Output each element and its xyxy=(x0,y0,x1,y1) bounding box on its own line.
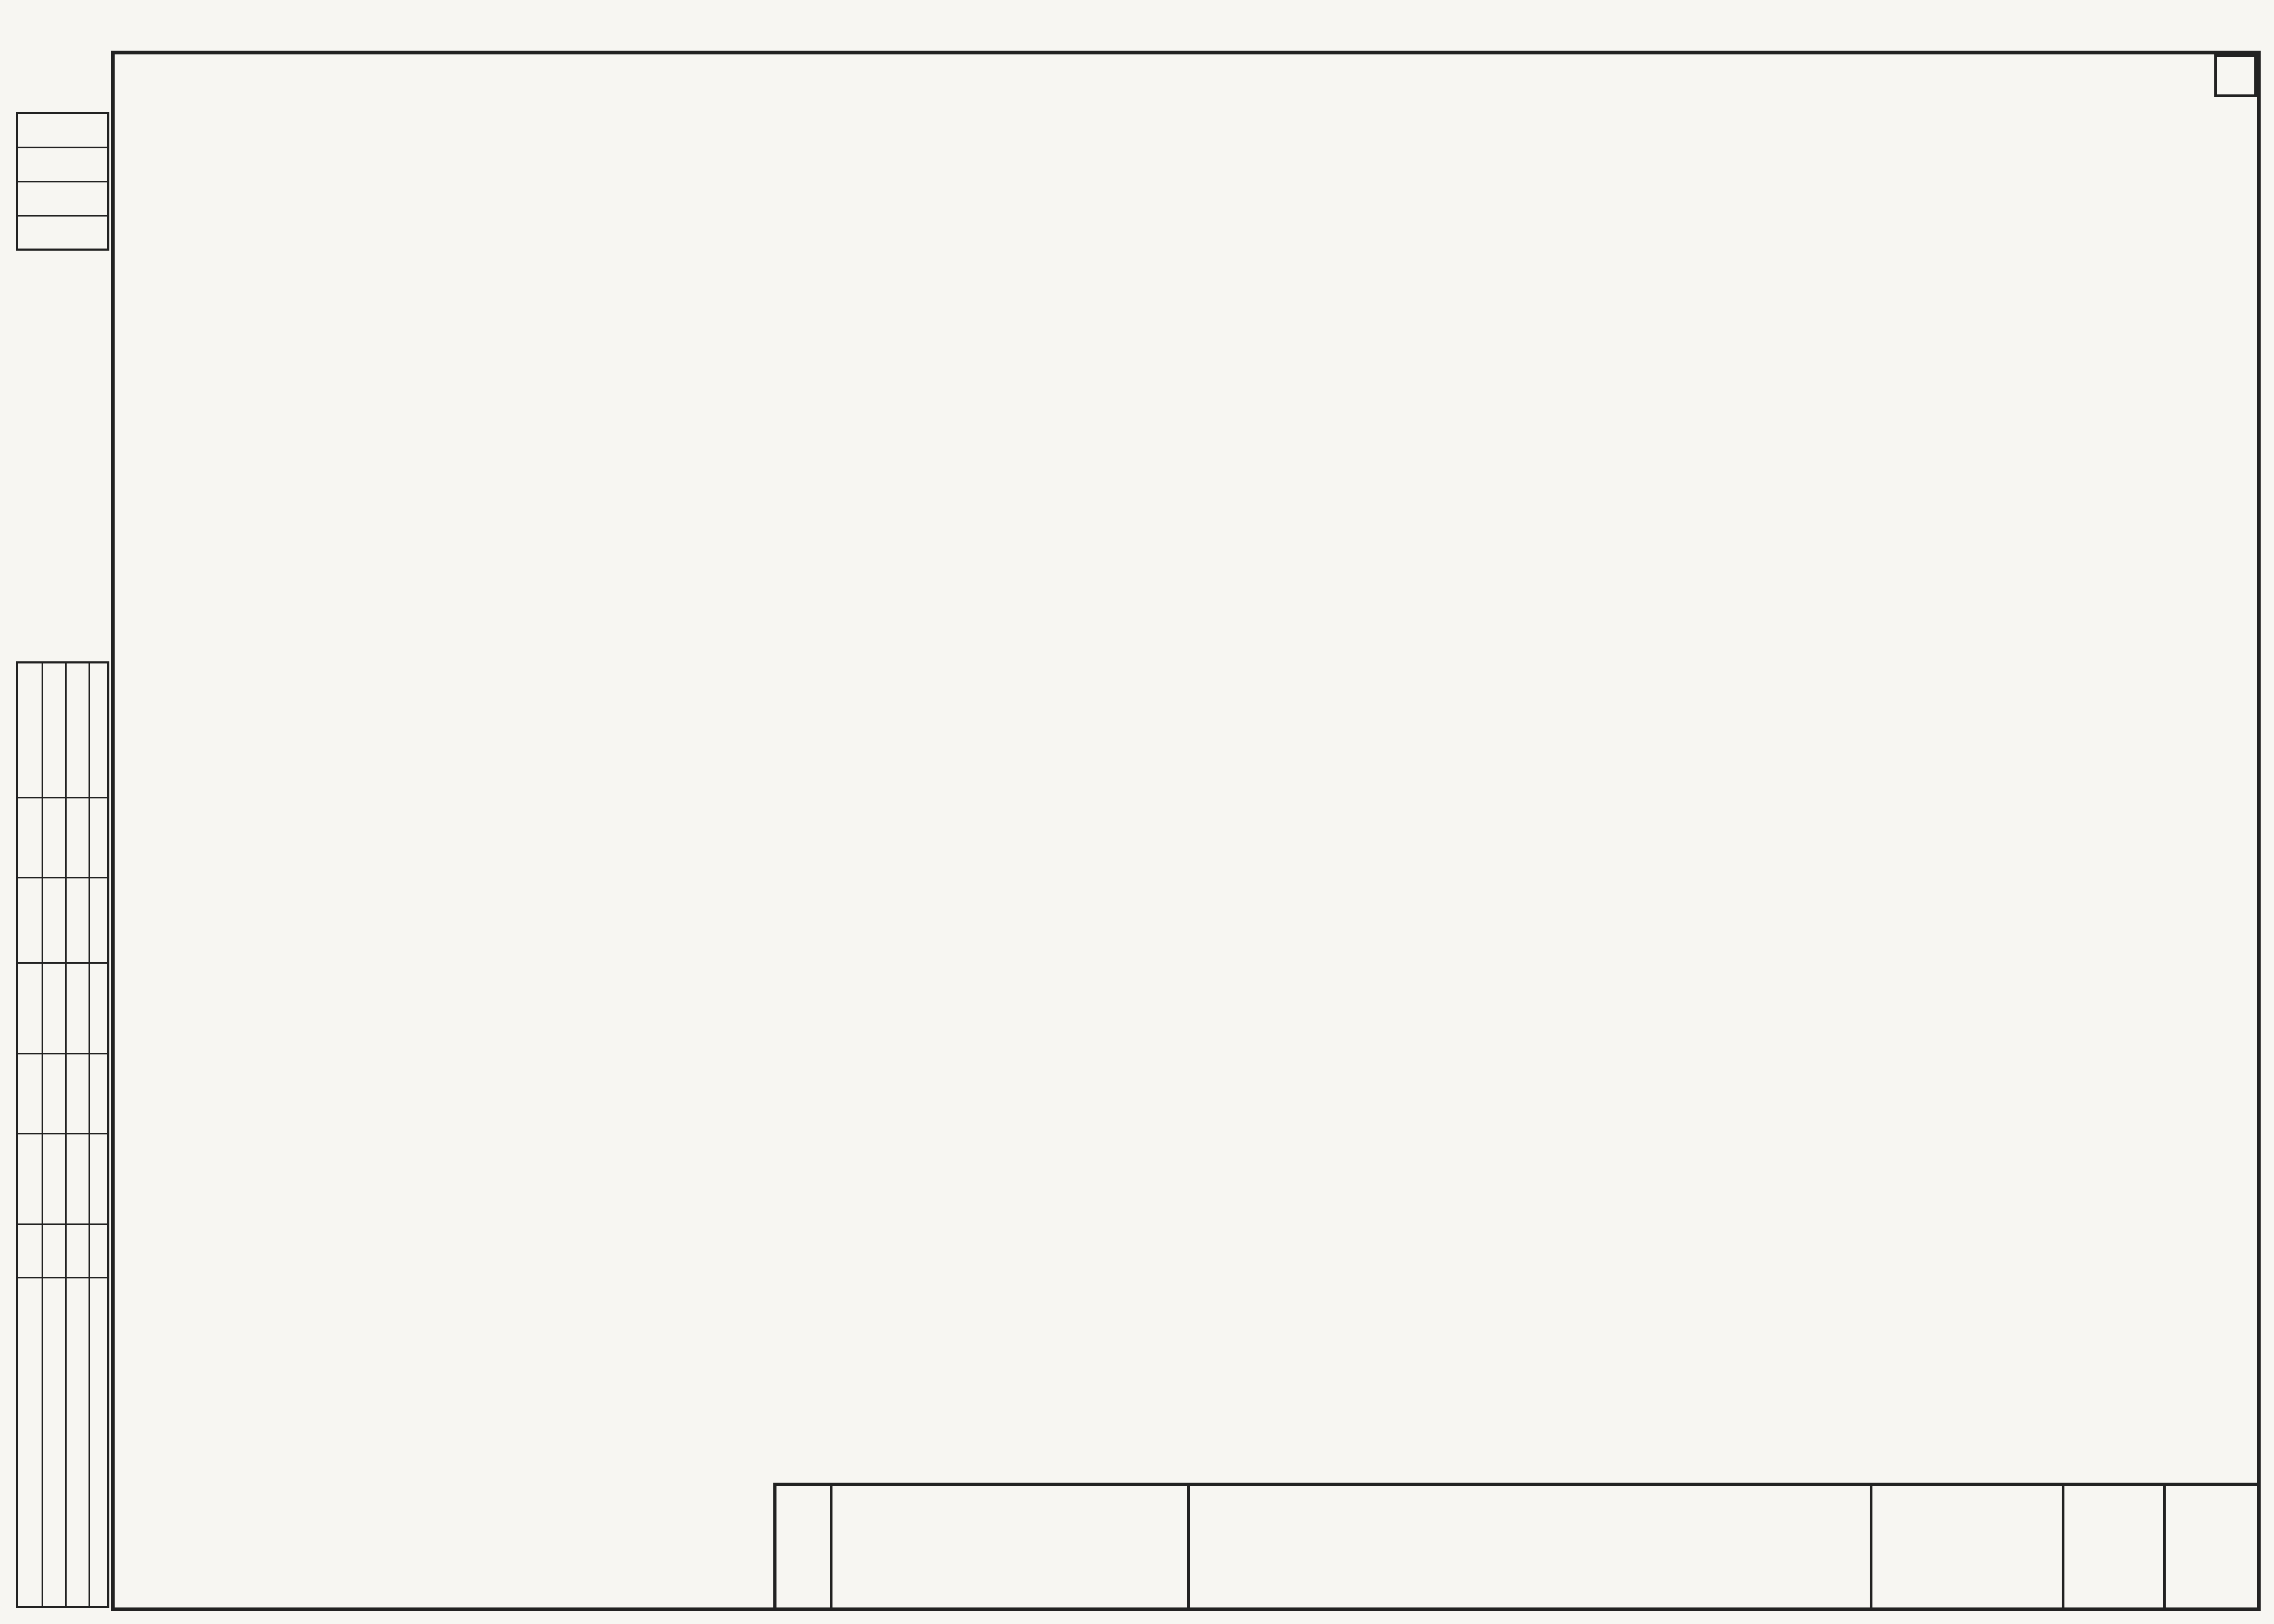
stamp-album-value xyxy=(2064,1526,2163,1574)
stamp-year xyxy=(776,1507,830,1593)
stamp-project-name xyxy=(832,1491,1187,1609)
drawing-frame xyxy=(111,51,2261,1611)
stamp-album-label xyxy=(2064,1489,2163,1531)
stamp-sheet-value xyxy=(2166,1526,2259,1574)
title-block xyxy=(773,1483,2257,1611)
side-stamp-row xyxy=(18,114,107,148)
stamp-typical-code xyxy=(1872,1526,2062,1574)
stamp-typical-label xyxy=(1872,1489,2062,1531)
page-number xyxy=(2214,54,2257,97)
side-stamp-top xyxy=(16,112,109,251)
side-signature-block xyxy=(16,661,109,1608)
stamp-sheet-title xyxy=(1190,1497,1870,1566)
stamp-sheet-label xyxy=(2166,1489,2259,1531)
side-stamp-row xyxy=(18,217,107,251)
side-stamp-row xyxy=(18,148,107,182)
side-stamp-row xyxy=(18,182,107,217)
